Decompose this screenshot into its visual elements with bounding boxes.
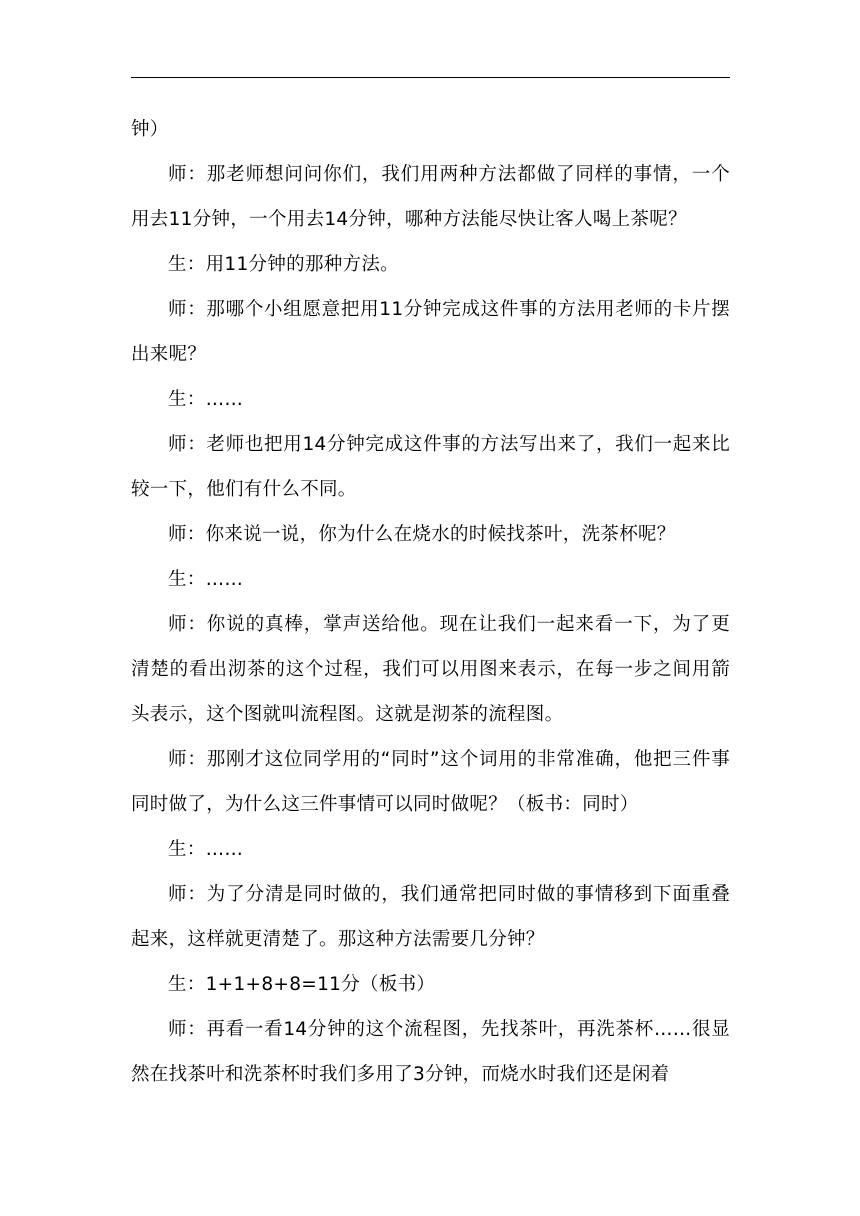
paragraph: 师：为了分清是同时做的，我们通常把同时做的事情移到下面重叠起来，这样就更清楚了。那这种方法需要几分钟？ <box>131 884 730 950</box>
paragraph: 生：…… <box>168 389 244 410</box>
paragraph: 生：…… <box>168 569 244 590</box>
paragraph: 师：那刚才这位同学用的“同时”这个词用的非常准确，他把三件事同时做了，为什么这三件事情可以同时做呢？（板书：同时） <box>131 749 730 815</box>
paragraph: 师：那老师想问问你们，我们用两种方法都做了同样的事情，一个用去11分钟，一个用去14分钟，哪种方法能尽快让客人喝上茶呢？ <box>131 164 730 230</box>
paragraph: 师：你来说一说，你为什么在烧水的时候找茶叶，洗茶杯呢？ <box>168 524 676 545</box>
paragraph: 师：你说的真棒，掌声送给他。现在让我们一起来看一下，为了更清楚的看出沏茶的这个过程，我们可以用图来表示，在每一步之间用箭头表示，这个图就叫流程图。这就是沏茶的流程图。 <box>131 614 730 725</box>
paragraph: 师：老师也把用14分钟完成这件事的方法写出来了，我们一起来比较一下，他们有什么不同。 <box>131 434 730 500</box>
paragraph: 师：那哪个小组愿意把用11分钟完成这件事的方法用老师的卡片摆出来呢？ <box>131 299 730 365</box>
paragraph: 生：1+1+8+8=11分（板书） <box>168 974 436 995</box>
header-rule <box>131 77 730 78</box>
paragraph: 生：…… <box>168 839 244 860</box>
paragraph: 师：再看一看14分钟的这个流程图，先找茶叶，再洗茶杯……很显然在找茶叶和洗茶杯时我们多用了3分钟，而烧水时我们还是闲着 <box>131 1019 730 1085</box>
paragraph: 钟） <box>131 119 169 140</box>
document-body <box>131 107 730 1097</box>
paragraph: 生：用11分钟的那种方法。 <box>168 254 399 275</box>
